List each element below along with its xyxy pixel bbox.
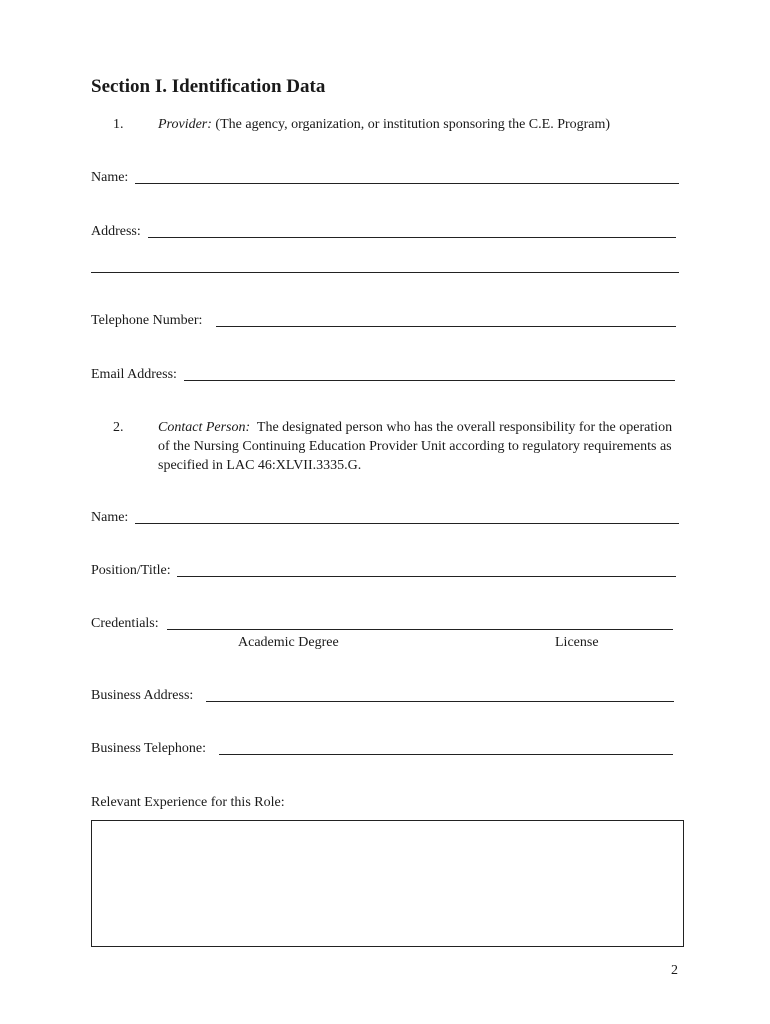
provider-address-label: Address: <box>91 224 141 239</box>
position-title-field[interactable] <box>177 576 676 577</box>
credentials-field[interactable] <box>167 629 673 630</box>
position-title-label: Position/Title: <box>91 563 171 578</box>
provider-name-label: Name: <box>91 170 129 185</box>
provider-telephone-field[interactable] <box>216 326 676 327</box>
page-number: 2 <box>671 963 678 978</box>
credentials-label: Credentials: <box>91 616 159 631</box>
business-address-label: Business Address: <box>91 688 194 703</box>
provider-email-field[interactable] <box>184 380 675 381</box>
provider-address-field-line-2[interactable] <box>91 272 679 273</box>
section-title: Section I. Identification Data <box>91 76 326 97</box>
contact-person-description: The designated person who has the overall responsibility for the operation of the Nursing Continuing Education Provider Unit according to regulatory requirements as specified in LAC 46:XLVII.3335.G. <box>158 420 673 473</box>
contact-person-label: Contact Person: <box>158 420 251 435</box>
academic-degree-caption: Academic Degree <box>238 635 339 650</box>
business-telephone-label: Business Telephone: <box>91 741 207 756</box>
provider-label: Provider: <box>158 117 212 132</box>
provider-telephone-label: Telephone Number: <box>91 313 203 328</box>
business-address-field[interactable] <box>206 701 674 702</box>
provider-email-label: Email Address: <box>91 367 177 382</box>
license-caption: License <box>555 635 599 650</box>
item-1-number: 1. <box>113 117 124 132</box>
item-2-heading <box>158 418 683 475</box>
provider-name-field[interactable] <box>135 183 679 184</box>
experience-textbox[interactable] <box>91 820 684 947</box>
contact-name-label: Name: <box>91 510 129 525</box>
contact-name-field[interactable] <box>135 523 679 524</box>
provider-address-field[interactable] <box>148 237 676 238</box>
item-1-heading <box>158 118 610 132</box>
provider-description: (The agency, organization, or institution sponsoring the C.E. Program) <box>215 117 611 132</box>
business-telephone-field[interactable] <box>219 754 673 755</box>
experience-label: Relevant Experience for this Role: <box>91 795 285 810</box>
item-2-number: 2. <box>113 420 124 435</box>
